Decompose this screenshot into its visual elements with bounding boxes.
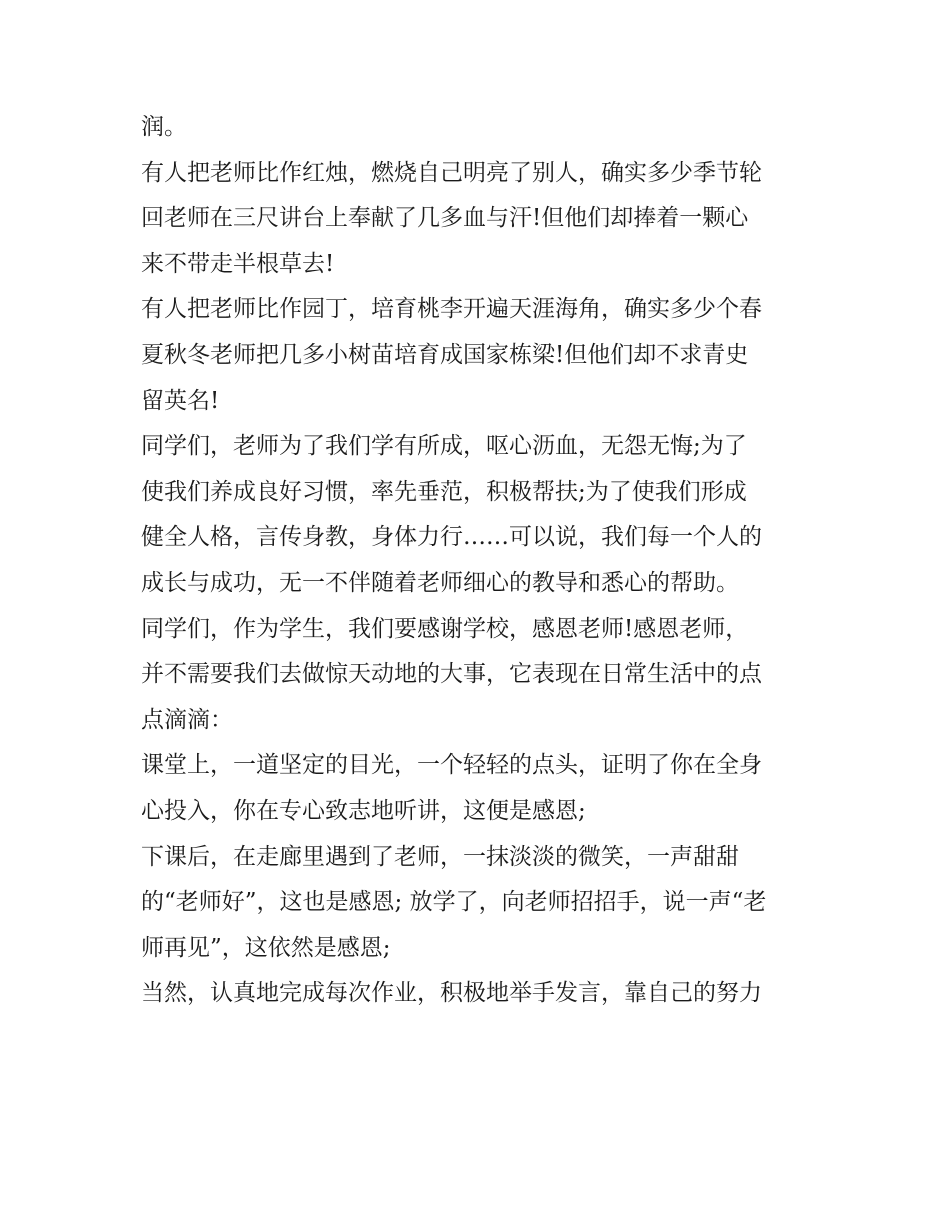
text-line: 并不需要我们去做惊天动地的大事，它表现在日常生活中的点	[141, 661, 762, 688]
text-line: 成长与成功，无一不伴随着老师细心的教导和悉心的帮助。	[141, 569, 739, 596]
text-line: 有人把老师比作园丁，培育桃李开遍天涯海角，确实多少个春	[141, 296, 762, 323]
text-line: 点滴滴：	[141, 706, 233, 733]
text-line: 健全人格，言传身教，身体力行……可以说，我们每一个人的	[141, 524, 762, 551]
text-line: 有人把老师比作红烛，燃烧自己明亮了别人，确实多少季节轮	[141, 159, 762, 186]
text-line: 当然，认真地完成每次作业，积极地举手发言，靠自己的努力	[141, 980, 762, 1007]
text-line: 下课后，在走廊里遇到了老师，一抹淡淡的微笑，一声甜甜	[141, 843, 739, 870]
text-line: 同学们，老师为了我们学有所成，呕心沥血，无怨无悔;为了	[141, 433, 747, 460]
document-body	[141, 105, 821, 1017]
text-line: 使我们养成良好习惯，率先垂范，积极帮扶;为了使我们形成	[141, 478, 747, 505]
text-line: 润。	[141, 114, 187, 140]
text-line: 回老师在三尺讲台上奉献了几多血与汗!但他们却捧着一颗心	[141, 205, 749, 232]
text-line: 的“老师好”，这也是感恩; 放学了，向老师招招手，说一声“老	[141, 889, 767, 916]
text-line: 同学们，作为学生，我们要感谢学校，感恩老师!感恩老师，	[141, 615, 749, 642]
text-line: 课堂上，一道坚定的目光，一个轻轻的点头，证明了你在全身	[141, 752, 762, 779]
text-line: 来不带走半根草去!	[141, 250, 335, 277]
text-line: 留英名!	[141, 387, 220, 414]
text-line: 师再见”，这依然是感恩;	[141, 934, 391, 961]
text-line: 夏秋冬老师把几多小树苗培育成国家栋梁!但他们却不求青史	[141, 341, 749, 368]
text-line: 心投入，你在专心致志地听讲，这便是感恩;	[141, 797, 586, 824]
